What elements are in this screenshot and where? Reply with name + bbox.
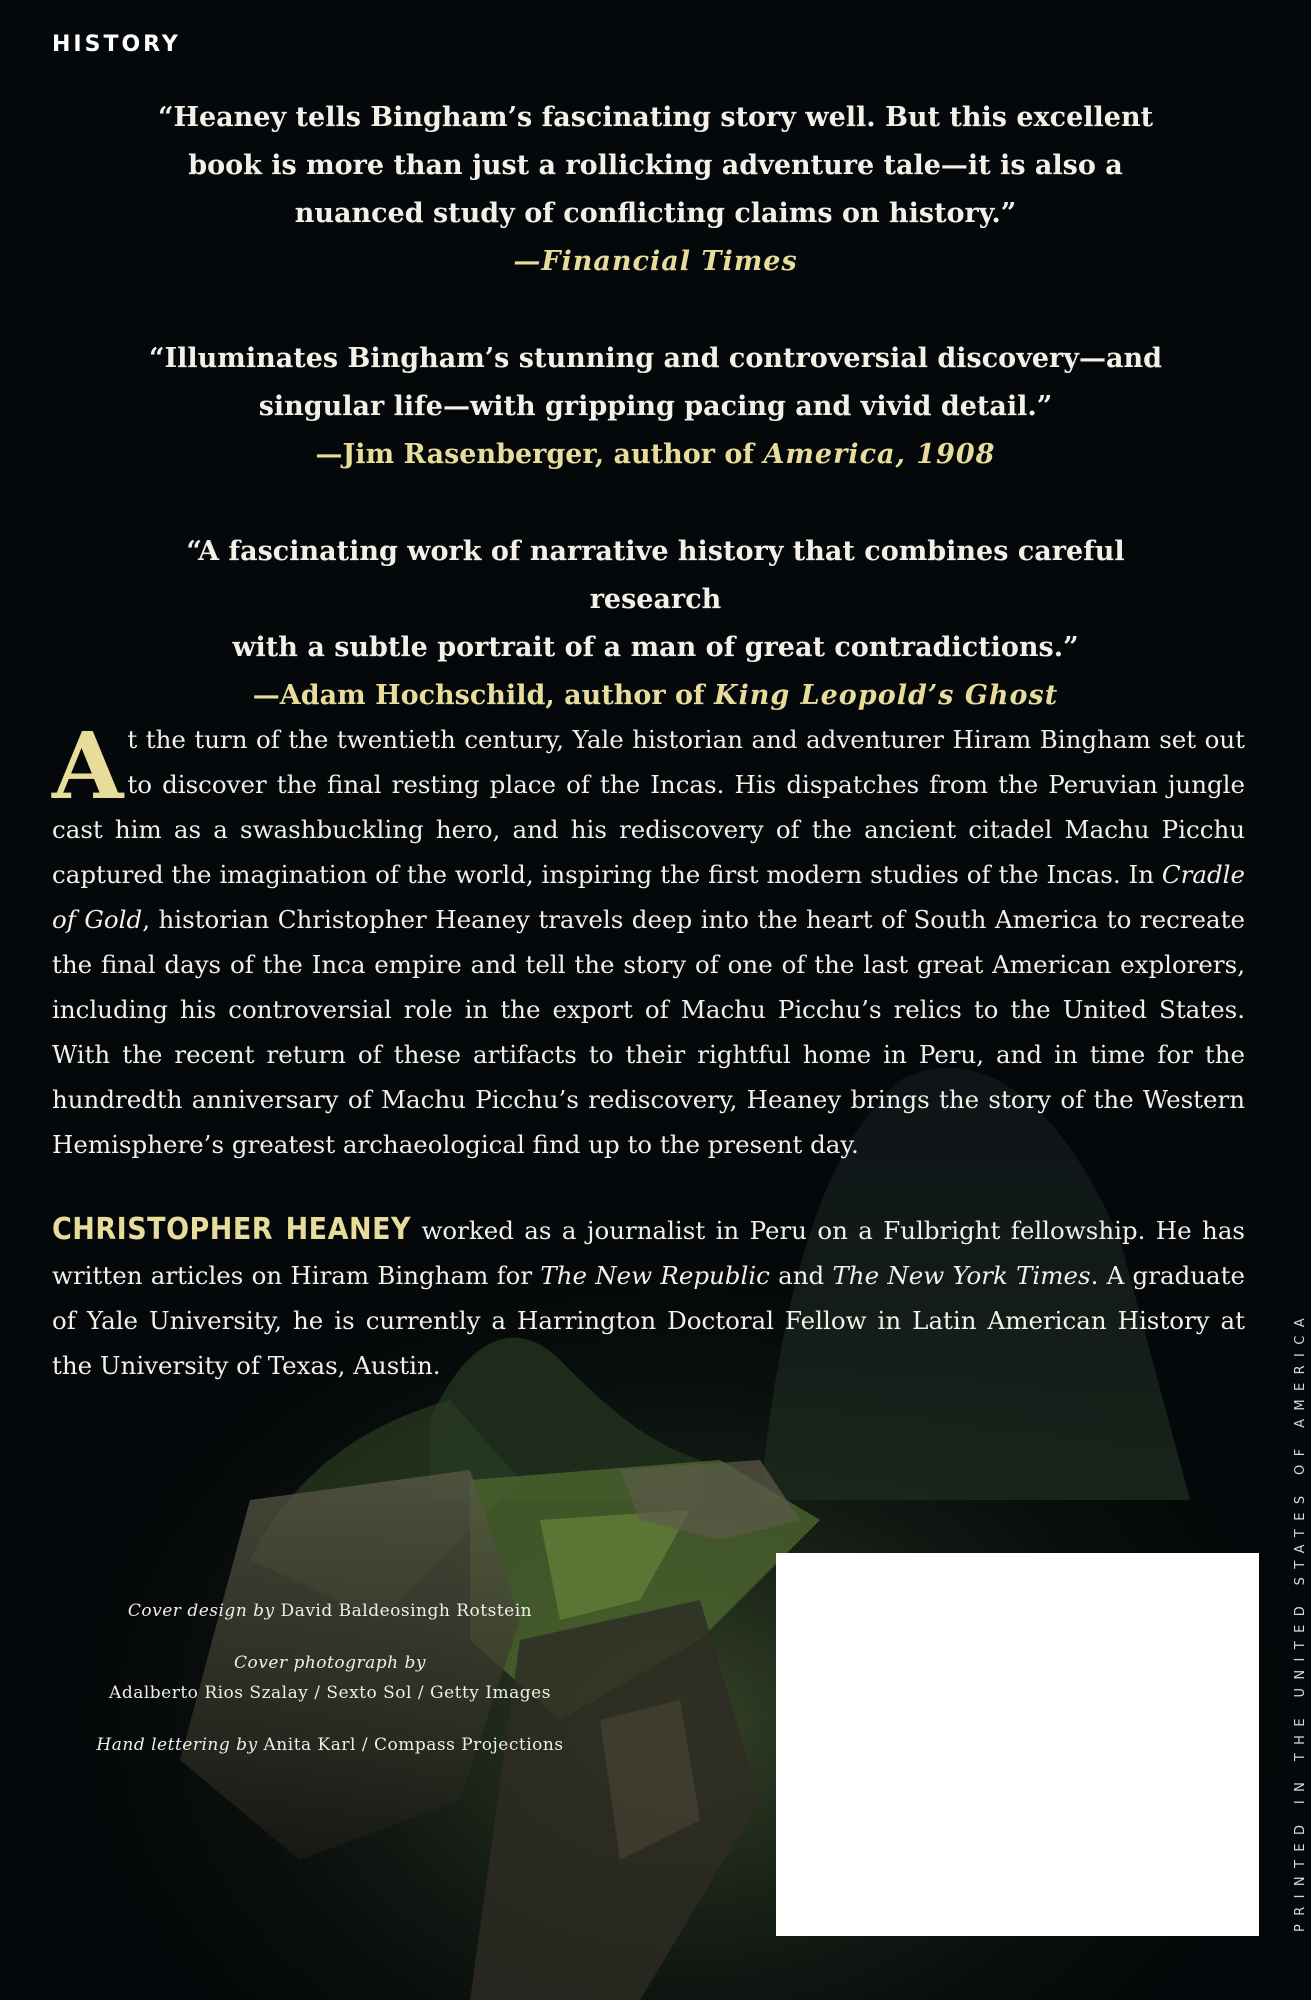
hand-lettering-credit: [60, 1730, 600, 1760]
credit-label: Cover photograph by: [234, 1653, 426, 1673]
book-description: [52, 712, 1245, 1167]
quote-text: [140, 528, 1171, 672]
quote-line: “A fascinating work of narrative history that combines careful research: [186, 536, 1125, 615]
author-name: CHRISTOPHER HEANEY: [52, 1212, 412, 1247]
credit-name: David Baldeosingh Rotstein: [274, 1601, 533, 1621]
attribution-source: —Financial Times: [513, 246, 798, 277]
attribution-source: King Leopold’s Ghost: [714, 680, 1059, 711]
quote-attribution: [140, 431, 1171, 479]
quote-text: [140, 94, 1171, 238]
quote-line: book is more than just a rollicking adventure tale—it is also a: [188, 150, 1123, 181]
attribution-prefix: —Adam Hochschild, author of: [252, 680, 715, 711]
attribution-prefix: —Jim Rasenberger, author of: [315, 439, 764, 470]
quote-line: with a subtle portrait of a man of great contradictions.”: [232, 632, 1079, 663]
drop-cap: A: [52, 712, 124, 820]
book-title: Cradle of Gold: [52, 860, 1245, 934]
quote-text: [140, 335, 1171, 431]
quote-line: “Heaney tells Bingham’s fascinating story well. But this excellent: [157, 102, 1154, 133]
bio-text: . A graduate of Yale University, he is currently a Harrington Doctoral Fellow in Latin American History at the University of Texas, Austin.: [52, 1261, 1245, 1380]
review-quotes: [140, 94, 1171, 769]
quote-line: nuanced study of conflicting claims on history.”: [294, 198, 1017, 229]
description-text: t the turn of the twentieth century, Yale historian and adventurer Hiram Bingham set out to discover the final resting place of the Incas. His dispatches from the Peruvian jungle cast him as a swashbuckling hero, and his rediscovery of the ancient citadel Machu Picchu captured the imagination of the world, inspiring the first modern studies of the Incas. In: [52, 725, 1245, 889]
cover-credits: [60, 1596, 600, 1782]
genre-label: HISTORY: [52, 32, 181, 57]
author-bio: [52, 1207, 1245, 1388]
bio-text: worked as a journalist in Peru on a Fulbright fellowship. He has written articles on Hiram Bingham for: [52, 1216, 1245, 1290]
credit-name: Adalberto Rios Szalay / Sexto Sol / Getty Images: [109, 1683, 551, 1703]
review-quote: [140, 94, 1171, 286]
cover-photo-credit: [60, 1648, 600, 1708]
quote-attribution: [140, 672, 1171, 720]
quote-attribution: [140, 238, 1171, 286]
cover-design-credit: [60, 1596, 600, 1626]
publication-name: The New York Times: [832, 1261, 1091, 1290]
quote-line: singular life—with gripping pacing and vivid detail.”: [258, 391, 1053, 422]
credit-label: Cover design by: [127, 1601, 275, 1621]
publication-name: The New Republic: [540, 1261, 770, 1290]
credit-name: Anita Karl / Compass Projections: [257, 1735, 564, 1755]
quote-line: “Illuminates Bingham’s stunning and controversial discovery—and: [149, 343, 1162, 374]
attribution-source: America, 1908: [763, 439, 996, 470]
barcode-area: [776, 1553, 1259, 1936]
bio-text: and: [769, 1261, 833, 1290]
description-text: , historian Christopher Heaney travels deep into the heart of South America to recreate the final days of the Inca empire and tell the story of one of the last great American explorers, including his controversial role in the export of Machu Picchu’s relics to the United States. With the recent return of these artifacts to their rightful home in Peru, and in time for the hundredth anniversary of Machu Picchu’s rediscovery, Heaney brings the story of the Western Hemisphere’s greatest archaeological find up to the present day.: [52, 905, 1245, 1159]
credit-label: Hand lettering by: [96, 1735, 258, 1755]
review-quote: [140, 335, 1171, 479]
review-quote: [140, 528, 1171, 720]
printed-notice: PRINTED IN THE UNITED STATES OF AMERICA: [1293, 1309, 1308, 1932]
